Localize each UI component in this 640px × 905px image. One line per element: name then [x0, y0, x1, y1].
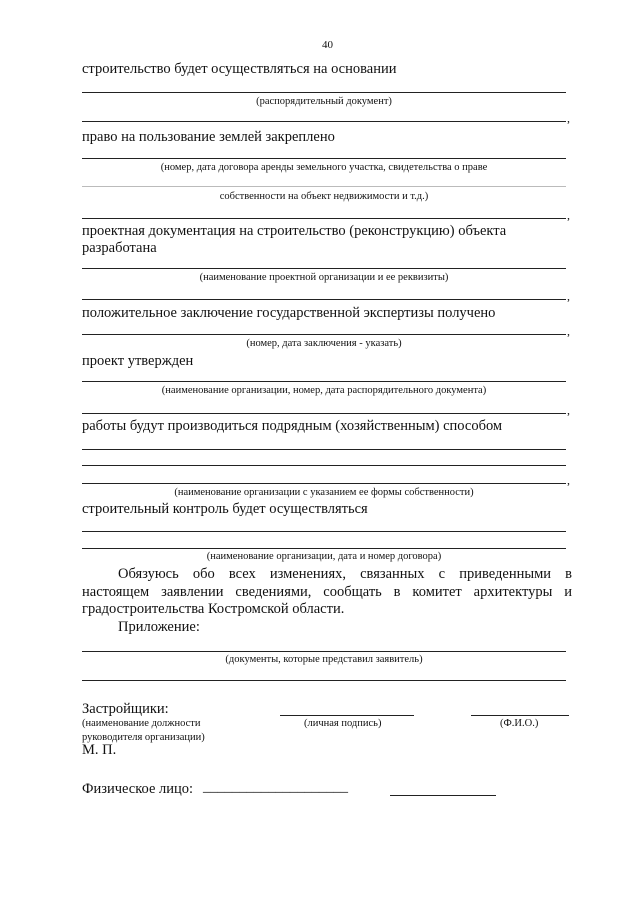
comma-mark: , [567, 208, 570, 222]
project-docs-line-2 [82, 299, 566, 300]
control-text: строительный контроль будет осуществляться [82, 501, 368, 517]
construction-basis-text: строительство будет осуществляться на основании [82, 61, 397, 77]
land-right-caption-1: (номер, дата договора аренды земельного участка, свидетельства о праве [160, 162, 488, 173]
comma-mark: , [567, 403, 570, 417]
construction-basis-caption: (распорядительный документ) [256, 96, 392, 107]
project-docs-text-2: разработана [82, 240, 157, 256]
construction-basis-line [82, 92, 566, 93]
comma-mark: , [567, 473, 570, 487]
signature-caption: (личная подпись) [304, 718, 382, 729]
name-caption: (Ф.И.О.) [500, 718, 539, 729]
position-caption-1: (наименование должности [82, 718, 201, 729]
works-method-line-2 [82, 465, 566, 466]
control-line-1 [82, 531, 566, 532]
obligation-line-1: Обязуюсь обо всех изменениях, связанных с приведенными в [118, 566, 572, 582]
expertise-line [82, 334, 566, 335]
comma-mark: , [567, 289, 570, 303]
control-line-2 [82, 548, 566, 549]
works-method-text: работы будут производиться подрядным (хозяйственным) способом [82, 418, 503, 434]
individual-blank: ____________________ [203, 779, 348, 795]
land-right-line-thin [82, 186, 566, 187]
comma-mark: , [567, 111, 570, 125]
land-right-text: право на пользование землей закреплено [82, 129, 335, 145]
project-approved-line [82, 381, 566, 382]
project-approved-text: проект утвержден [82, 353, 194, 369]
position-caption-2: руководителя организации) [82, 732, 205, 743]
name-line [471, 715, 569, 716]
land-right-caption-2: собственности на объект недвижимости и т.д.) [219, 191, 429, 202]
appendix-line-1 [82, 651, 566, 652]
works-method-caption: (наименование организации с указанием ее формы собственности) [174, 487, 474, 498]
project-approved-caption: (наименование организации, номер, дата распорядительного документа) [161, 385, 487, 396]
project-docs-line [82, 268, 566, 269]
stamp-label: М. П. [82, 742, 117, 758]
developer-label: Застройщики: [82, 701, 169, 717]
works-method-line-3 [82, 483, 566, 484]
individual-line-2 [390, 795, 496, 796]
land-right-line [82, 158, 566, 159]
expertise-text: положительное заключение государственной экспертизы получено [82, 305, 496, 321]
land-right-line-2 [82, 218, 566, 219]
appendix-label: Приложение: [118, 619, 200, 635]
construction-basis-line-2 [82, 121, 566, 122]
appendix-caption: (документы, которые представил заявитель) [225, 654, 423, 665]
control-caption: (наименование организации, дата и номер договора) [206, 551, 442, 562]
appendix-line-2 [82, 680, 566, 681]
page-number: 40 [322, 39, 333, 51]
comma-mark: , [567, 324, 570, 338]
project-approved-line-2 [82, 413, 566, 414]
expertise-caption: (номер, дата заключения - указать) [246, 338, 402, 349]
works-method-line-1 [82, 449, 566, 450]
project-docs-text-1: проектная документация на строительство (реконструкцию) объекта [82, 223, 507, 239]
project-docs-caption: (наименование проектной организации и ее реквизиты) [199, 272, 449, 283]
obligation-line-2: настоящем заявлении сведениями, сообщать в комитет архитектуры и [82, 584, 572, 600]
obligation-line-3: градостроительства Костромской области. [82, 601, 345, 617]
signature-line [280, 715, 414, 716]
individual-label: Физическое лицо: [82, 781, 194, 797]
